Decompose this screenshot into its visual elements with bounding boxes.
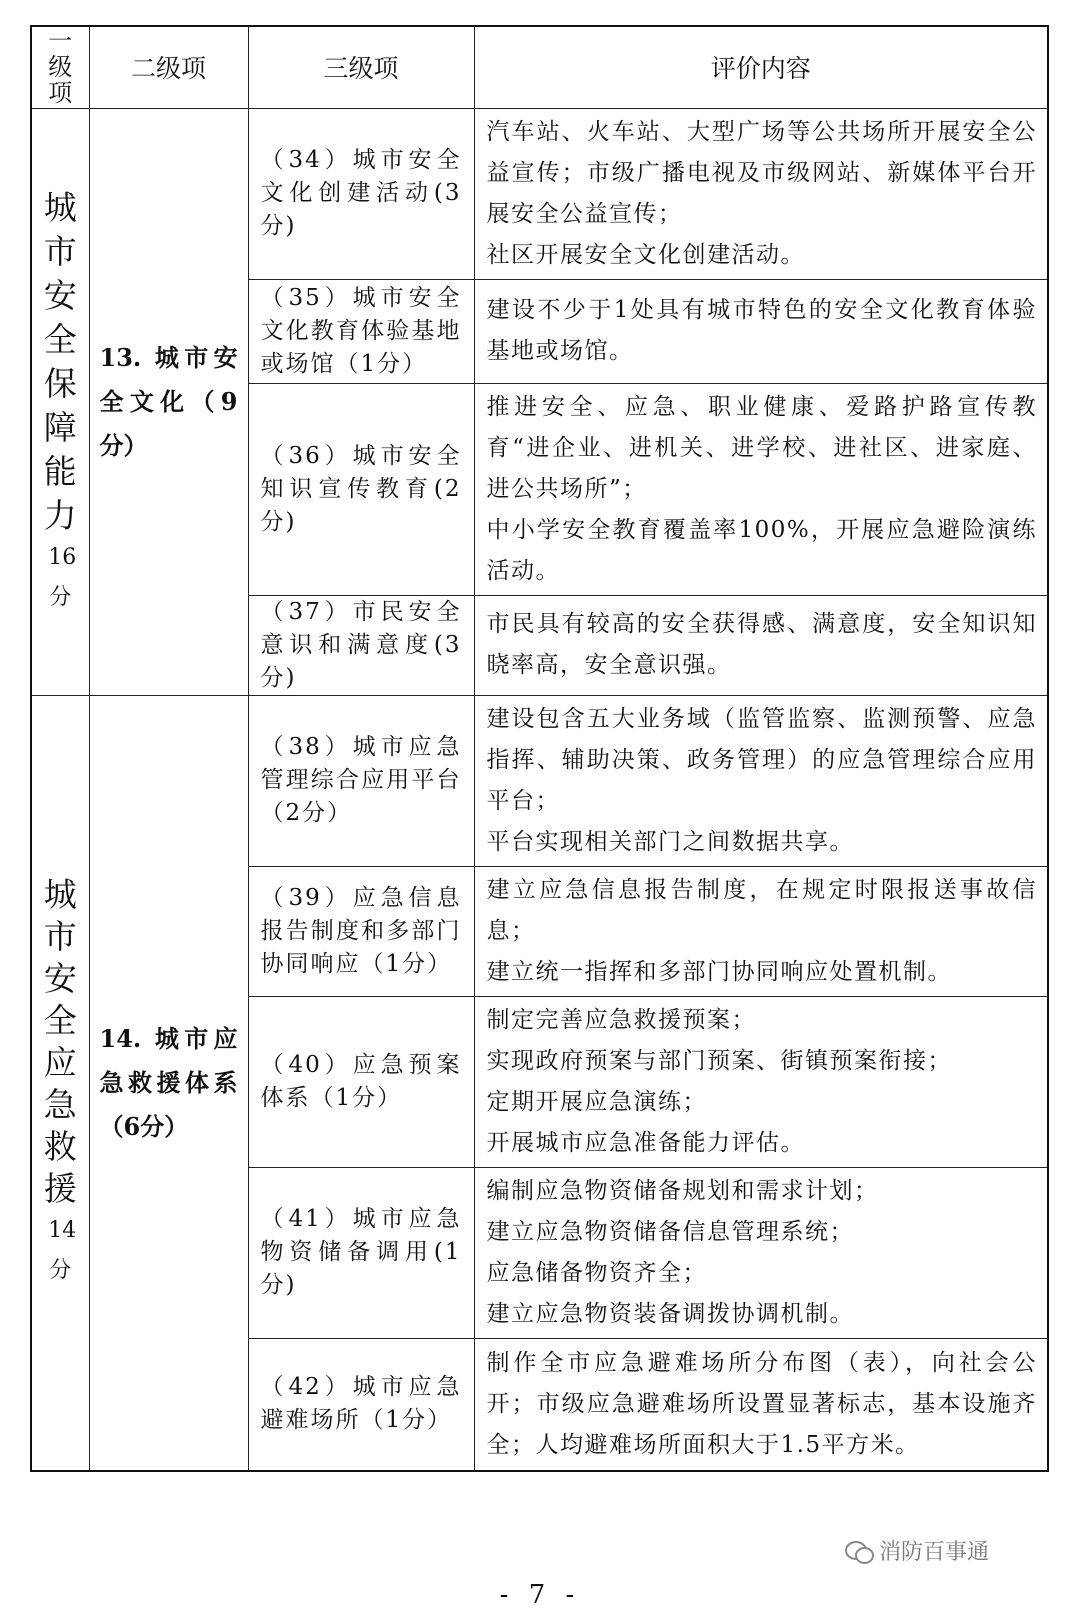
- level1-cell: [31, 695, 89, 1471]
- level3-cell: （42）城市应急避难场所（1分）: [248, 1338, 474, 1471]
- table-row: [31, 108, 1048, 279]
- content-line: 市民具有较高的安全获得感、满意度，安全知识知晓率高，安全意识强。: [486, 611, 1037, 678]
- content-line: 制定完善应急救援预案；: [486, 1006, 756, 1033]
- content-line: 建立应急物资装备调拨协调机制。: [486, 1300, 854, 1327]
- content-line: 定期开展应急演练；: [486, 1088, 707, 1115]
- content-line: 推进安全、应急、职业健康、爱路护路宣传教育“进企业、进机关、进学校、进社区、进家庭、进公共场所”；: [486, 393, 1037, 502]
- header-level2: 二级项: [89, 26, 248, 108]
- level1-score: 16分: [48, 544, 77, 610]
- content-line: 汽车站、火车站、大型广场等公共场所开展安全公益宣传；市级广播电视及市级网站、新媒体平台开展安全公益宣传；: [486, 118, 1037, 227]
- content-cell: [474, 383, 1048, 595]
- content-cell: [474, 695, 1048, 866]
- content-line: 建设不少于1处具有城市特色的安全文化教育体验基地或场馆。: [486, 297, 1037, 364]
- content-line: 应急储备物资齐全；: [486, 1259, 707, 1286]
- header-level3: 三级项: [248, 26, 474, 108]
- content-line: 中小学安全教育覆盖率100%，开展应急避险演练活动。: [486, 516, 1037, 584]
- content-line: 开展城市应急准备能力评估。: [486, 1129, 805, 1156]
- header-row: [31, 26, 1048, 108]
- content-cell: [474, 996, 1048, 1167]
- content-cell: [474, 108, 1048, 279]
- content-cell: [474, 595, 1048, 695]
- content-cell: [474, 1167, 1048, 1338]
- content-line: 实现政府预案与部门预案、街镇预案衔接；: [486, 1047, 952, 1074]
- level3-cell: （34）城市安全文化创建活动(3分): [248, 108, 474, 279]
- level3-cell: （38）城市应急管理综合应用平台（2分）: [248, 695, 474, 866]
- level3-cell: （35）城市安全文化教育体验基地或场馆（1分）: [248, 279, 474, 383]
- content-line: 建立统一指挥和多部门协同响应处置机制。: [486, 958, 952, 985]
- level3-cell: （37）市民安全意识和满意度(3分): [248, 595, 474, 695]
- content-line: 编制应急物资储备规划和需求计划；: [486, 1177, 879, 1204]
- content-line: 平台实现相关部门之间数据共享。: [486, 828, 854, 855]
- level3-cell: （36）城市安全知识宣传教育(2分): [248, 383, 474, 595]
- content-cell: [474, 866, 1048, 996]
- content-line: 建设包含五大业务域（监管监察、监测预警、应急指挥、辅助决策、政务管理）的应急管理综合应用平台；: [486, 705, 1037, 814]
- content-cell: [474, 279, 1048, 383]
- wechat-icon: [845, 1539, 873, 1563]
- level3-cell: （39）应急信息报告制度和多部门协同响应（1分）: [248, 866, 474, 996]
- level1-name: 城市安全应急救援: [43, 875, 77, 1209]
- evaluation-table: [30, 25, 1049, 1472]
- level3-cell: （41）城市应急物资储备调用(1分): [248, 1167, 474, 1338]
- header-level1: 一级项: [31, 26, 89, 108]
- content-line: 社区开展安全文化创建活动。: [486, 241, 805, 268]
- level2-cell: 14. 城市应急救援体系（6分）: [89, 695, 248, 1471]
- page-number: - 7 -: [499, 1580, 581, 1610]
- table-row: [31, 695, 1048, 866]
- watermark: [845, 1535, 989, 1566]
- level3-cell: （40）应急预案体系（1分）: [248, 996, 474, 1167]
- content-line: 制作全市应急避难场所分布图（表），向社会公开；市级应急避难场所设置显著标志，基本设施齐全；人均避难场所面积大于1.5平方米。: [486, 1349, 1037, 1458]
- content-cell: [474, 1338, 1048, 1471]
- level2-cell: 13. 城市安全文化（9分）: [89, 108, 248, 695]
- level1-score: 14分: [48, 1218, 77, 1284]
- level1-cell: [31, 108, 89, 695]
- header-content: 评价内容: [474, 26, 1048, 108]
- content-line: 建立应急物资储备信息管理系统；: [486, 1218, 854, 1245]
- watermark-text: 消防百事通: [879, 1540, 990, 1565]
- content-line: 建立应急信息报告制度，在规定时限报送事故信息；: [486, 876, 1037, 944]
- level1-name: 城市安全保障能力: [43, 187, 77, 535]
